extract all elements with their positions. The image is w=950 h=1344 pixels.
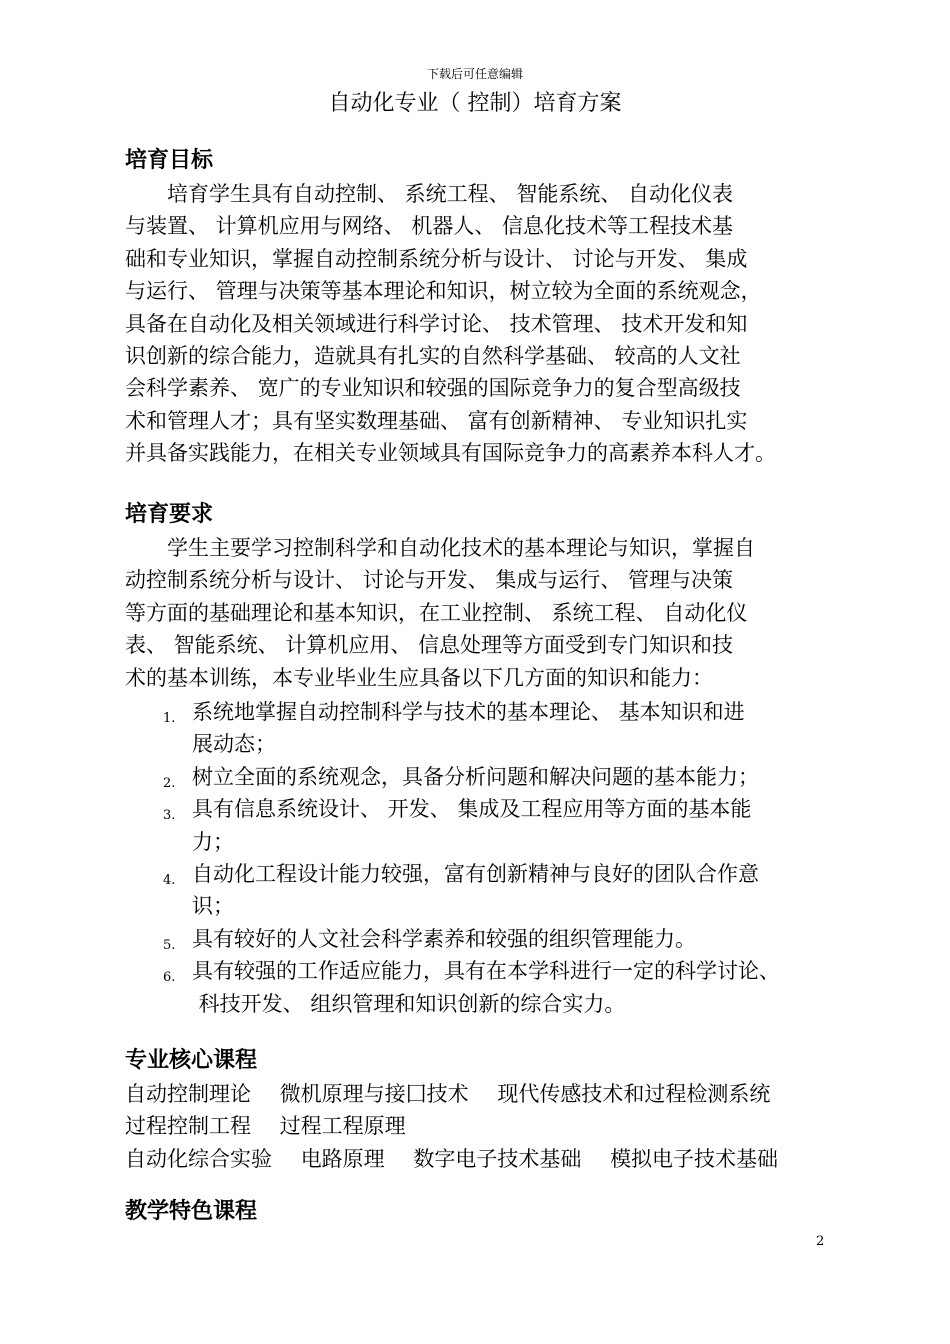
list-number: 2. <box>163 775 176 791</box>
section-heading-goal: 培育目标 <box>125 148 214 173</box>
course-name: 电路原理 <box>300 1146 385 1171</box>
list-item-line: 系统地掌握自动控制科学与技术的基本理论、 基本知识和进 <box>192 700 745 724</box>
paragraph-line: 会科学素养、 宽广的专业知识和较强的国际竞争力的复合型高级技 <box>125 376 741 401</box>
section-heading-core-courses: 专业核心课程 <box>125 1048 258 1073</box>
paragraph-line: 具备在自动化及相关领域进行科学讨论、 技术管理、 技术开发和知 <box>125 311 748 336</box>
list-number: 3. <box>163 808 176 824</box>
document-title: 自动化专业（ 控制）培育方案 <box>328 91 622 116</box>
list-item <box>125 696 845 761</box>
list-number: 1. <box>163 711 176 726</box>
section-heading-requirements: 培育要求 <box>125 502 214 527</box>
list-number: 5. <box>163 937 176 953</box>
paragraph-line: 识创新的综合能力，造就具有扎实的自然科学基础、 较高的人文社 <box>125 343 741 368</box>
list-item-line: 具有信息系统设计、 开发、 集成及工程应用等方面的基本能 <box>192 797 752 822</box>
list-item-line: 自动化工程设计能力较强，富有创新精神与良好的团队合作意 <box>192 862 759 887</box>
list-item <box>125 761 845 793</box>
list-item <box>125 793 845 858</box>
paragraph-line: 等方面的基础理论和基本知识，在工业控制、 系统工程、 自动化仪 <box>125 600 748 625</box>
course-name: 现代传感技术和过程检测系统 <box>497 1082 771 1106</box>
list-number: 4. <box>163 873 176 889</box>
section-heading-featured-courses: 教学特色课程 <box>125 1199 258 1224</box>
list-number: 6. <box>163 970 176 986</box>
course-name: 过程工程原理 <box>279 1114 406 1139</box>
paragraph-line: 础和专业知识，掌握自动控制系统分析与设计、 讨论与开发、 集成 <box>125 246 748 271</box>
list-item <box>125 923 845 955</box>
course-name: 模拟电子技术基础 <box>610 1146 779 1171</box>
requirements-paragraph <box>125 532 827 694</box>
course-row <box>125 1143 800 1175</box>
course-row <box>125 1078 800 1110</box>
paragraph-line: 与装置、 计算机应用与网络、 机器人、 信息化技术等工程技术基 <box>125 214 734 239</box>
list-item-line: 识； <box>192 894 234 919</box>
course-row <box>125 1110 800 1142</box>
goal-paragraph <box>125 178 827 470</box>
course-name: 自动化综合实验 <box>125 1146 272 1171</box>
list-item <box>125 858 845 923</box>
course-name: 微机原理与接囗技术 <box>279 1082 469 1106</box>
paragraph-line: 并具备实践能力，在相关专业领域具有国际竞争力的高素养本科人才。 <box>125 441 776 466</box>
page-number: 2 <box>816 1234 825 1249</box>
paragraph-line: 与运行、 管理与决策等基本理论和知识，树立较为全面的系统观念， <box>125 279 762 304</box>
course-name: 自动控制理论 <box>125 1082 251 1106</box>
list-item-line: 展动态； <box>192 732 276 757</box>
requirements-list <box>125 696 845 1020</box>
course-name: 过程控制工程 <box>125 1114 251 1139</box>
list-item <box>125 955 845 1020</box>
course-name: 数字电子技术基础 <box>413 1146 582 1171</box>
paragraph-line: 学生主要学习控制科学和自动化技术的基本理论与知识，掌握自 <box>167 536 755 560</box>
paragraph-line: 术的基本训练，本专业毕业生应具备以下几方面的知识和能力： <box>125 665 713 690</box>
paragraph-line: 术和管理人才；具有坚实数理基础、 富有创新精神、 专业知识扎实 <box>125 408 748 433</box>
list-item-line: 具有较强的工作适应能力，具有在本学科进行一定的科学讨论、 <box>192 959 780 984</box>
list-item-line: 具有较好的人文社会科学素养和较强的组织管理能力。 <box>192 926 696 951</box>
paragraph-line: 动控制系统分析与设计、 讨论与开发、 集成与运行、 管理与决策 <box>125 568 734 593</box>
list-item-line: 科技开发、 组织管理和知识创新的综合实力。 <box>192 991 626 1016</box>
list-item-line: 树立全面的系统观念，具备分析问题和解决问题的基本能力； <box>192 764 759 789</box>
paragraph-line: 培育学生具有自动控制、 系统工程、 智能系统、 自动化仪表 <box>167 182 734 206</box>
list-item-line: 力； <box>192 829 234 854</box>
header-note: 下载后可任意编辑 <box>426 67 523 81</box>
core-course-list <box>125 1078 800 1175</box>
paragraph-line: 表、 智能系统、 计算机应用、 信息处理等方面受到专门知识和技 <box>125 633 734 658</box>
